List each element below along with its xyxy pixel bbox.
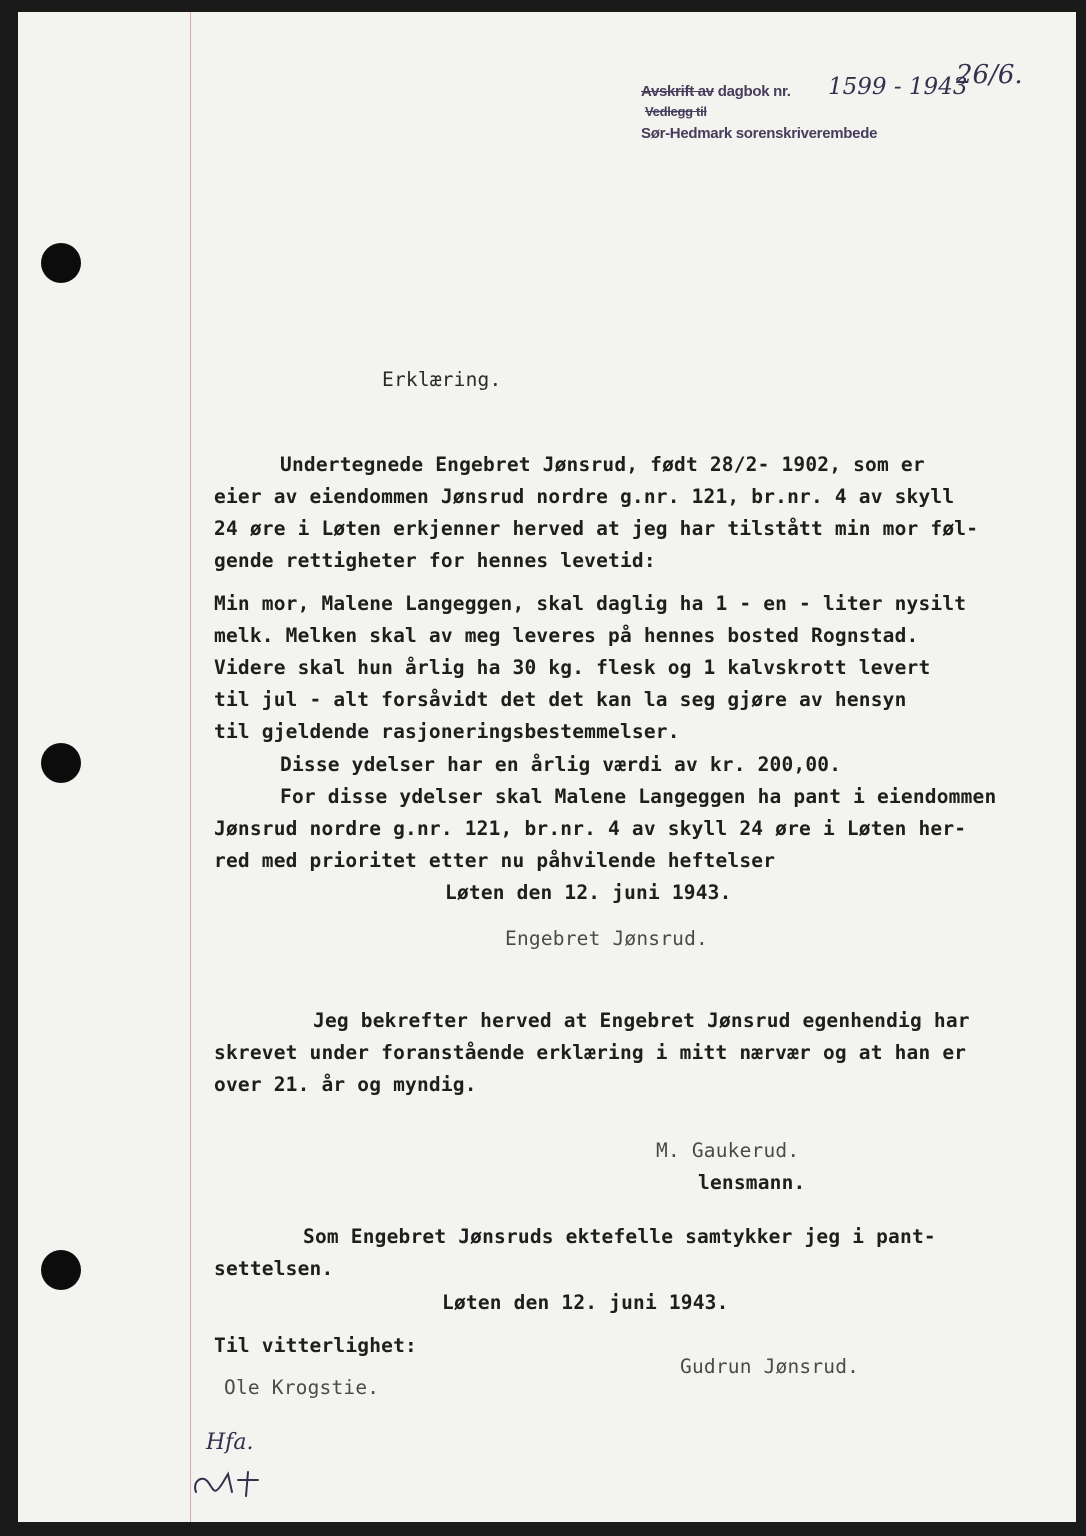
body-line: Videre skal hun årlig ha 30 kg. flesk og 1 kalvskrott levert xyxy=(214,656,931,679)
body-line: Undertegnede Engebret Jønsrud, født 28/2- 1902, som er xyxy=(280,453,925,476)
confirmation-line: skrevet under foranstående erklæring i mitt nærvær og at han er xyxy=(214,1041,967,1064)
stamp-line-2: Vedlegg til xyxy=(645,104,707,119)
handwritten-date: 26/6. xyxy=(956,60,1023,90)
consent-line: Som Engebret Jønsruds ektefelle samtykker jeg i pant- xyxy=(303,1225,936,1248)
body-line: Min mor, Malene Langeggen, skal daglig ha 1 - en - liter nysilt xyxy=(214,592,967,615)
body-line: 24 øre i Løten erkjenner herved at jeg har tilstått min mor føl- xyxy=(214,517,979,540)
body-line: til jul - alt forsåvidt det det kan la seg gjøre av hensyn xyxy=(214,688,907,711)
confirmation-line: Jeg bekrefter herved at Engebret Jønsrud egenhendig har xyxy=(313,1009,970,1032)
body-line: til gjeldende rasjoneringsbestemmelser. xyxy=(214,720,680,743)
signature-gudrun: Gudrun Jønsrud. xyxy=(680,1355,860,1378)
confirmation-line: over 21. år og myndig. xyxy=(214,1073,477,1096)
margin-rule xyxy=(190,12,191,1522)
consent-date: Løten den 12. juni 1943. xyxy=(442,1291,729,1314)
stamp-line-1 xyxy=(641,83,791,100)
body-line: Jønsrud nordre g.nr. 121, br.nr. 4 av skyll 24 øre i Løten her- xyxy=(214,817,967,840)
punch-hole xyxy=(41,243,81,283)
punch-hole xyxy=(41,1250,81,1290)
witness-label: Til vitterlighet: xyxy=(214,1334,417,1357)
body-line: Løten den 12. juni 1943. xyxy=(445,881,732,904)
consent-line: settelsen. xyxy=(214,1257,334,1280)
stamp-journal-label: dagbok nr. xyxy=(717,83,791,100)
signature-gaukerud: M. Gaukerud. xyxy=(656,1139,800,1162)
document-heading: Erklæring. xyxy=(382,368,502,391)
body-line: eier av eiendommen Jønsrud nordre g.nr. 121, br.nr. 4 av skyll xyxy=(214,485,955,508)
signature-krogstie: Ole Krogstie. xyxy=(224,1376,380,1399)
body-line: For disse ydelser skal Malene Langeggen ha pant i eiendommen xyxy=(280,785,997,808)
body-line: gende rettigheter for hennes levetid: xyxy=(214,549,656,572)
stamp-prefix: Avskrift av xyxy=(641,83,714,100)
body-line: melk. Melken skal av meg leveres på hennes bosted Rognstad. xyxy=(214,624,919,647)
body-line: Disse ydelser har en årlig værdi av kr. 200,00. xyxy=(280,753,842,776)
handwritten-initials: Hfa. xyxy=(206,1430,254,1455)
handwritten-journal-number: 1599 - 1943 xyxy=(828,74,968,100)
signature-engebret: Engebret Jønsrud. xyxy=(505,927,708,950)
punch-hole xyxy=(41,743,81,783)
body-line: red med prioritet etter nu påhvilende heftelser xyxy=(214,849,776,872)
signature-title: lensmann. xyxy=(698,1171,806,1194)
document-page xyxy=(18,12,1076,1522)
handwritten-mark xyxy=(188,1462,278,1502)
stamp-line-3: Sør-Hedmark sorenskriverembede xyxy=(641,125,878,142)
